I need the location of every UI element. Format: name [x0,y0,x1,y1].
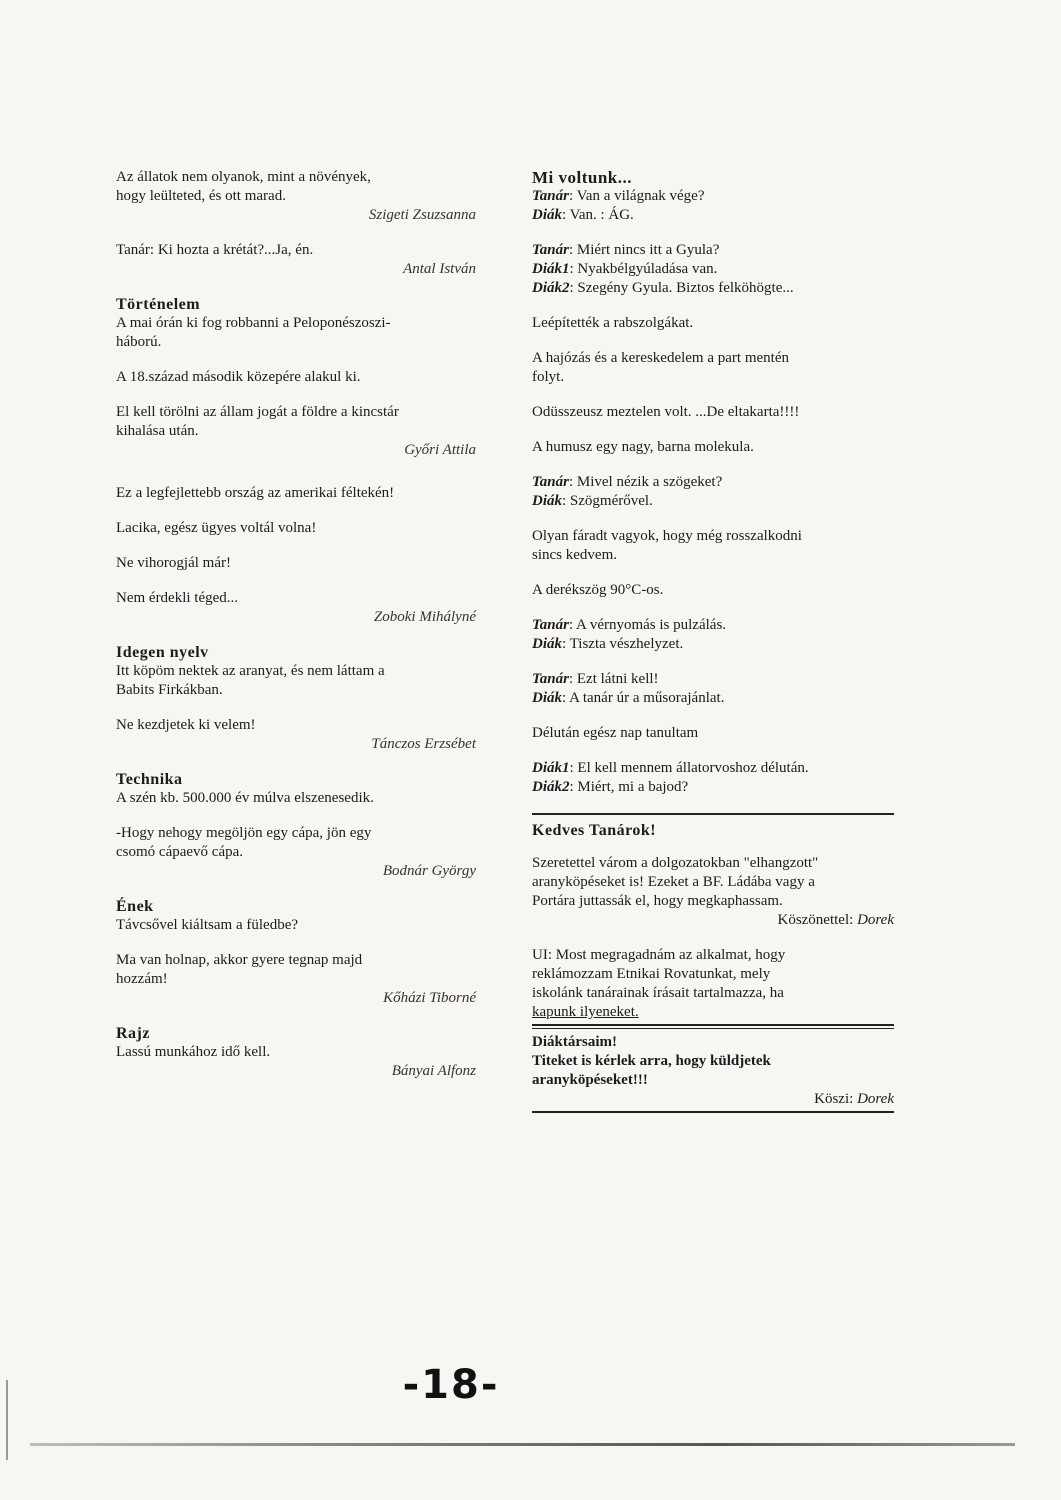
speaker: Diák2 [532,779,570,795]
author-name: Kőházi Tiborné [383,990,476,1006]
quote-line: Nem érdekli téged... [116,590,239,606]
author-name: Tánczos Erzsébet [371,736,476,752]
quote-block [532,403,894,422]
quote-line: A mai órán ki fog robbanni a Peloponészoszi- [116,315,391,331]
quote-line: Tanár: Ki hozta a krétát?...Ja, én. [116,242,314,258]
signature-name: Dorek [857,1091,894,1107]
author-name: Antal István [403,261,476,277]
bottom-rule [30,1443,1015,1446]
notice-line: UI: Most megragadnám az alkalmat, hogy [532,947,786,963]
speaker: Diák2 [532,280,570,296]
speaker: Diák1 [532,760,570,776]
quote-line: A humusz egy nagy, barna molekula. [532,439,754,455]
quote-line: Ne vihorogjál már! [116,555,231,571]
notice-line: iskolánk tanárainak írásait tartalmazza, ha [532,985,784,1001]
quote-line: -Hogy nehogy megöljön egy cápa, jön egy [116,825,372,841]
dialogue-line [532,473,894,492]
dialogue-line [532,260,894,279]
utterance: : Miért, mi a bajod? [569,779,689,795]
utterance: : A vérnyomás is pulzálás. [568,617,727,633]
right-column [532,168,894,1119]
dialogue-line [532,187,894,206]
quote-line: hogy leülteted, és ott marad. [116,188,286,204]
author-name: Bányai Alfonz [391,1063,476,1079]
quote-line: Odüsszeusz meztelen volt. ...De eltakarta!!!! [532,404,800,420]
quote-line: Itt köpöm nektek az aranyat, és nem láttam a [116,663,385,679]
quote-block [116,314,476,352]
quote-block [532,527,894,565]
quote-block [116,716,476,754]
quote-line: Délután egész nap tanultam [532,725,699,741]
scan-edge-mark [6,1380,8,1460]
quote-block [116,168,476,225]
notice-line: aranyköpéseket!!! [532,1072,648,1088]
quote-line: A derékszög 90°C-os. [532,582,664,598]
author-name: Bodnár György [382,863,476,879]
dialogue-block [532,670,894,708]
quote-block [116,484,476,503]
speaker: Diák [532,207,562,223]
signature [532,911,894,930]
quote-line: Ne kezdjetek ki velem! [116,717,256,733]
quote-line: Távcsővel kiáltsam a füledbe? [116,917,299,933]
utterance: : Miért nincs itt a Gyula? [568,242,720,258]
signature-prefix: Köszönettel: [777,912,858,928]
notice-line: Portára juttassák el, hogy megkaphassam. [532,893,783,909]
quote-line: hozzám! [116,971,168,987]
divider [532,813,894,815]
dialogue-block [532,187,894,225]
dialogue-line [532,492,894,511]
quote-line: háború. [116,334,162,350]
author-name: Győri Attila [404,442,476,458]
quote-line: El kell törölni az állam jogát a földre a kincstár [116,404,399,420]
dialogue-line [532,759,894,778]
dialogue-line [532,206,894,225]
dialogue-line [532,778,894,797]
section-heading-enek: Ének [116,898,154,915]
section-heading-idegen-nyelv: Idegen nyelv [116,644,209,661]
speaker: Diák [532,493,562,509]
signature [532,1090,894,1109]
notice-line: Titeket is kérlek arra, hogy küldjetek [532,1053,771,1069]
quote-block [116,951,476,1008]
quote-block [532,314,894,333]
page-number: -18- [402,1362,500,1408]
notice-block [532,854,894,930]
signature-name: Dorek [857,912,894,928]
quote-block [116,519,476,538]
dialogue-block [532,241,894,298]
quote-line: Az állatok nem olyanok, mint a növények, [116,169,371,185]
dialogue-line [532,670,894,689]
utterance: : Van a világnak vége? [568,188,705,204]
quote-line: csomó cápaevő cápa. [116,844,244,860]
notice-heading: Kedves Tanárok! [532,822,657,839]
quote-line: sincs kedvem. [532,547,617,563]
quote-block [532,724,894,743]
utterance: : El kell mennem állatorvoshoz délután. [569,760,809,776]
utterance: : Ezt látni kell! [568,671,659,687]
dialogue-block [532,473,894,511]
dialogue-line [532,689,894,708]
quote-line: kihalása után. [116,423,199,439]
speaker: Diák [532,636,562,652]
quote-block [116,368,476,387]
notice-line: Szeretettel várom a dolgozatokban "elhangzott" [532,855,819,871]
dialogue-line [532,635,894,654]
notice-block [532,946,894,1022]
section-heading-rajz: Rajz [116,1025,150,1042]
quote-block [532,438,894,457]
quote-block [116,589,476,627]
divider [532,1111,894,1113]
speaker: Tanár [532,671,569,687]
speaker: Tanár [532,474,569,490]
section-heading-mi-voltunk: Mi voltunk... [532,168,633,187]
speaker: Tanár [532,617,569,633]
dialogue-line [532,241,894,260]
speaker: Diák1 [532,261,570,277]
quote-line: Leépítették a rabszolgákat. [532,315,694,331]
dialogue-block [532,759,894,797]
quote-block [116,916,476,935]
section-heading-technika: Technika [116,771,183,788]
dialogue-line [532,616,894,635]
dialogue-block [532,616,894,654]
notice-heading: Diáktársaim! [532,1034,617,1050]
quote-block [116,554,476,573]
utterance: : Tiszta vészhelyzet. [562,636,684,652]
quote-line: Ez a legfejlettebb ország az amerikai féltekén! [116,485,395,501]
quote-block [532,581,894,600]
quote-line: A 18.század második közepére alakul ki. [116,369,361,385]
quote-block [532,349,894,387]
quote-line: A szén kb. 500.000 év múlva elszenesedik. [116,790,374,806]
quote-line: A hajózás és a kereskedelem a part mentén [532,350,789,366]
quote-line: Olyan fáradt vagyok, hogy még rosszalkodni [532,528,802,544]
utterance: : Szegény Gyula. Biztos felköhögte... [569,280,794,296]
author-name: Zoboki Mihályné [373,609,476,625]
quote-block [116,789,476,808]
notice-line: aranyköpéseket is! Ezeket a BF. Ládába vagy a [532,874,815,890]
quote-line: Babits Firkákban. [116,682,223,698]
dialogue-line [532,279,894,298]
quote-block [116,1043,476,1081]
utterance: : Van. : ÁG. [562,207,634,223]
utterance: : A tanár úr a műsorajánlat. [562,690,725,706]
speaker: Tanár [532,242,569,258]
utterance: : Szögmérővel. [562,493,653,509]
quote-block [116,241,476,279]
utterance: : Nyakbélgyúladása van. [569,261,718,277]
speaker: Diák [532,690,562,706]
notice-line: reklámozzam Etnikai Rovatunkat, mely [532,966,771,982]
utterance: : Mivel nézik a szögeket? [568,474,723,490]
signature-prefix: Köszi: [814,1091,858,1107]
quote-line: folyt. [532,369,565,385]
quote-line: Lacika, egész ügyes voltál volna! [116,520,317,536]
author-name: Szigeti Zsuzsanna [368,207,476,223]
quote-line: Lassú munkához idő kell. [116,1044,271,1060]
divider [532,1024,894,1029]
notice-block [532,1033,894,1109]
quote-block [116,824,476,881]
section-heading-tortenelem: Történelem [116,296,201,313]
quote-block [116,662,476,700]
left-column [116,168,476,1097]
speaker: Tanár [532,188,569,204]
quote-block [116,403,476,460]
notice-line: kapunk ilyeneket. [532,1004,639,1020]
quote-line: Ma van holnap, akkor gyere tegnap majd [116,952,363,968]
